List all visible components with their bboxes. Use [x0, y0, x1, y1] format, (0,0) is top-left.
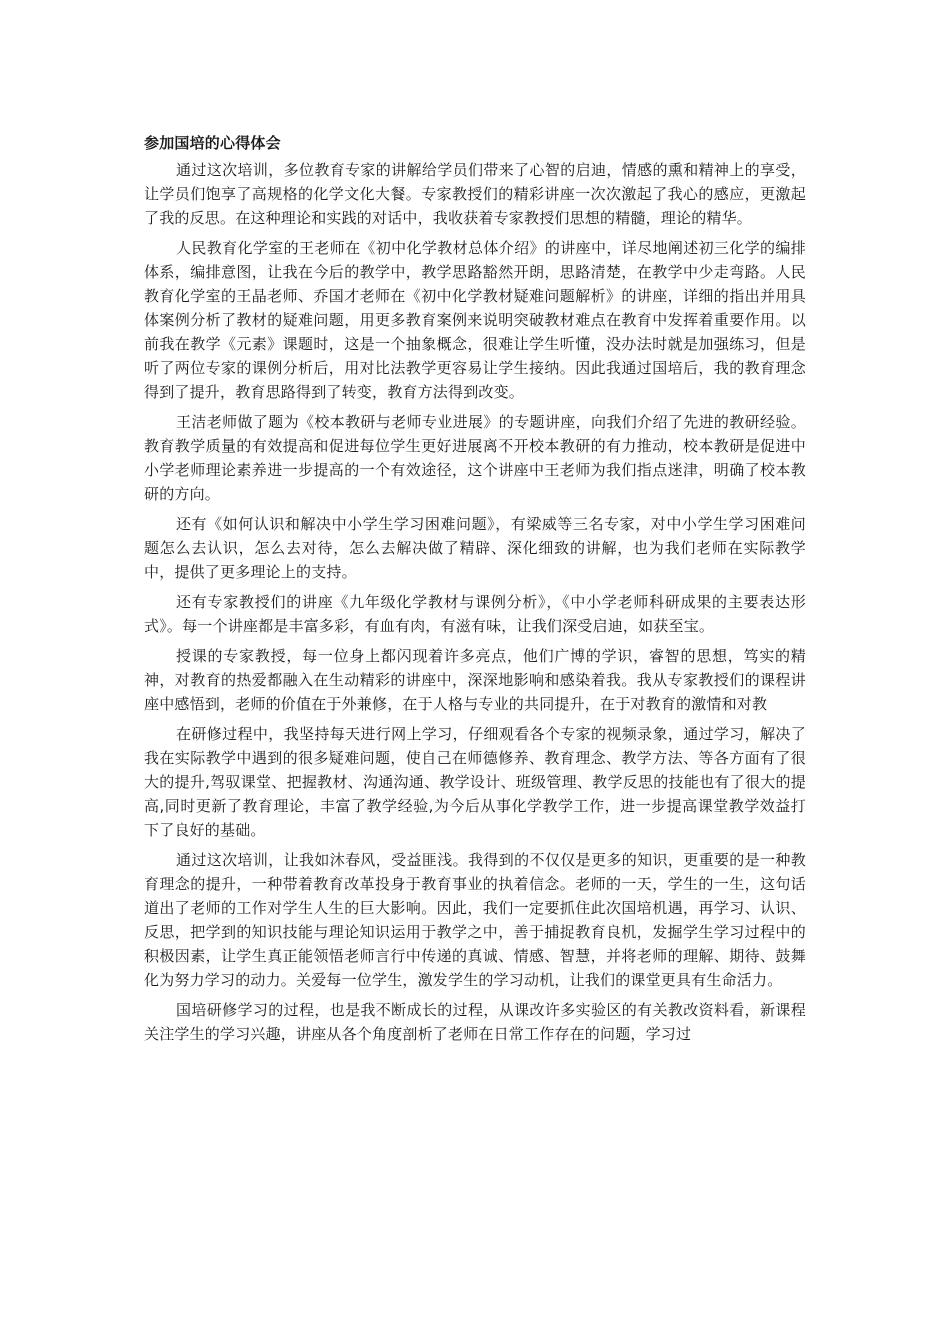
- paragraph-3: 王洁老师做了题为《校本教研与老师专业进展》的专题讲座，向我们介绍了先进的教研经验。教育教学质量的有效提高和促进每位学生更好进展离不开校本教研的有力推动，校本教研是促进中小学老师理论素养进一步提高的一个有效途径，这个讲座中王老师为我们指点迷津，明确了校本教研的方向。: [144, 413, 806, 503]
- paragraph-1: 通过这次培训，多位教育专家的讲解给学员们带来了心智的启迪，情感的熏和精神上的享受，让学员们饱享了高规格的化学文化大餐。专家教授们的精彩讲座一次次激起了我心的感应，更激起了我的反思。在这种理论和实践的对话中，我收获着专家教授们思想的精髓，理论的精华。: [144, 161, 806, 227]
- paragraph-6: 授课的专家教授，每一位身上都闪现着许多亮点，他们广博的学识，睿智的思想，笃实的精神，对教育的热爱都融入在生动精彩的讲座中，深深地影响和感染着我。我从专家教授们的课程讲座中感悟到，老师的价值在于外兼修，在于人格与专业的共同提升，在于对教育的激情和对教: [144, 647, 806, 713]
- document-page: [144, 132, 806, 1052]
- paragraph-9: 国培研修学习的过程，也是我不断成长的过程，从课改许多实验区的有关教改资料看，新课程关注学生的学习兴趣，讲座从各个角度剖析了老师在日常工作存在的问题，学习过: [144, 1001, 806, 1043]
- paragraph-5: 还有专家教授们的讲座《九年级化学教材与课例分析》，《中小学老师科研成果的主要表达形式》。每一个讲座都是丰富多彩，有血有肉，有滋有味，让我们深受启迪，如获至宝。: [144, 593, 806, 635]
- document-title: 参加国培的心得体会: [144, 134, 281, 152]
- paragraph-2: 人民教育化学室的王老师在《初中化学教材总体介绍》的讲座中，详尽地阐述初三化学的编排体系，编排意图，让我在今后的教学中，教学思路豁然开朗，思路清楚，在教学中少走弯路。人民教育化学室的王晶老师、乔国才老师在《初中化学教材疑难问题解析》的讲座，详细的指出并用具体案例分析了教材的疑难问题，用更多教育案例来说明突破教材难点在教育中发挥着重要作用。以前我在教学《元素》课题时，这是一个抽象概念，很难让学生听懂，没办法时就是加强练习，但是听了两位专家的课例分析后，用对比法教学更容易让学生接纳。因此我通过国培后，我的教育理念得到了提升，教育思路得到了转变，教育方法得到改变。: [144, 239, 806, 401]
- paragraph-7: 在研修过程中，我坚持每天进行网上学习，仔细观看各个专家的视频录象，通过学习，解决了我在实际教学中遇到的很多疑难问题，使自己在师德修养、教育理念、教学方法、等各方面有了很大的提升,驾驭课堂、把握教材、沟通沟通、教学设计、班级管理、教学反思的技能也有了很大的提高,同时更新了教育理论，丰富了教学经验,为今后从事化学教学工作，进一步提高课堂教学效益打下了良好的基础。: [144, 725, 806, 839]
- paragraph-4: 还有《如何认识和解决中小学生学习困难问题》，有梁威等三名专家，对中小学生学习困难问题怎么去认识，怎么去对待，怎么去解决做了精辟、深化细致的讲解，也为我们老师在实际教学中，提供了更多理论上的支持。: [144, 515, 806, 581]
- paragraph-8: 通过这次培训，让我如沐春风，受益匪浅。我得到的不仅仅是更多的知识，更重要的是一种教育理念的提升，一种带着教育改革投身于教育事业的执着信念。老师的一天，学生的一生，这句话道出了老师的工作对学生人生的巨大影响。因此，我们一定要抓住此次国培机遇，再学习、认识、反思，把学到的知识技能与理论知识运用于教学之中，善于捕捉教育良机，发掘学生学习过程中的积极因素，让学生真正能领悟老师言行中传递的真诚、情感、智慧，并将老师的理解、期待、鼓舞化为努力学习的动力。关爱每一位学生，激发学生的学习动机，让我们的课堂更具有生命活力。: [144, 851, 806, 989]
